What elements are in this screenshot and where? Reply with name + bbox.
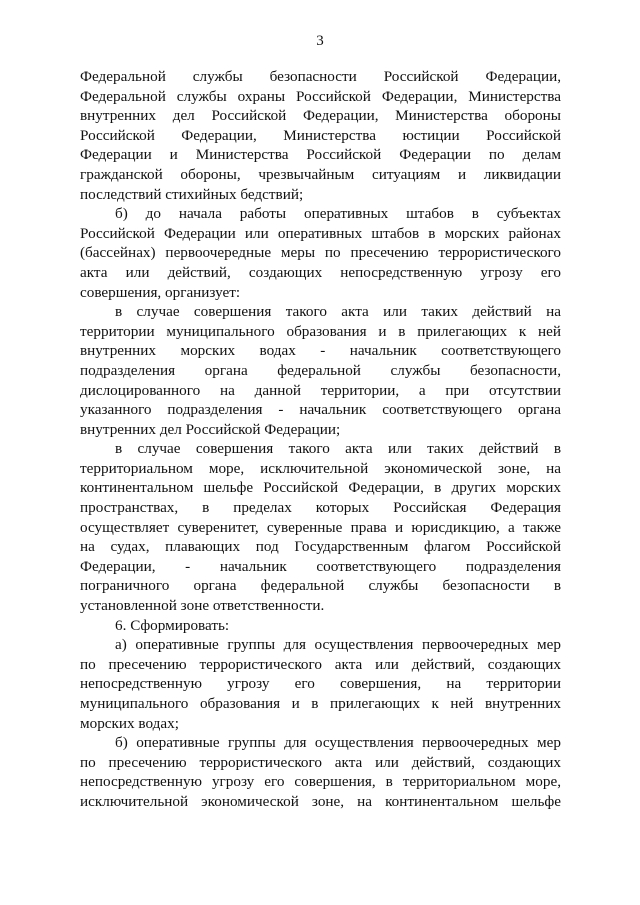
text-line: подразделения органа федеральной службы безопасности, bbox=[80, 361, 561, 379]
text-line: пограничного органа федеральной службы безопасности в bbox=[80, 577, 561, 595]
text-line: пространствах, в пределах которых Российская Федерация bbox=[80, 499, 561, 517]
text-line: в случае совершения такого акта или таких действий на bbox=[115, 303, 561, 321]
text-line: указанного подразделения - начальник соответствующего органа bbox=[80, 401, 561, 419]
text-line: внутренних дел Российской Федерации; bbox=[80, 420, 341, 438]
text-line: исключительной экономической зоне, на континентальном шельфе bbox=[80, 792, 561, 810]
text-line: территории муниципального образования и в прилегающих к ней bbox=[80, 322, 561, 340]
text-line: б) до начала работы оперативных штабов в субъектах bbox=[115, 205, 561, 223]
text-line: континентальном шельфе Российской Федерации, в других морских bbox=[80, 479, 561, 497]
text-line: гражданской обороны, чрезвычайным ситуациям и ликвидации bbox=[80, 165, 561, 183]
text-line: непосредственную угрозу его совершения, на территории bbox=[80, 675, 561, 693]
text-line: непосредственную угрозу его совершения, в территориальном море, bbox=[80, 773, 561, 791]
text-line: 6. Сформировать: bbox=[115, 616, 230, 634]
text-line: Федеральной службы охраны Российской Федерации, Министерства bbox=[80, 87, 561, 105]
text-line: Российской Федерации или оперативных штабов в морских районах bbox=[80, 224, 561, 242]
text-line: внутренних морских водах - начальник соответствующего bbox=[80, 342, 561, 360]
paragraph-territorial-sea bbox=[80, 439, 561, 615]
text-line: последствий стихийных бедствий; bbox=[80, 185, 304, 203]
text-line: осуществляет суверенитет, суверенные права и юрисдикцию, а также bbox=[80, 518, 561, 536]
paragraph-municipal-territory bbox=[80, 302, 561, 439]
text-line: (бассейнах) первоочередные меры по пресечению террористического bbox=[80, 244, 561, 262]
text-line: дислоцированного на данной территории, а при отсутствии bbox=[80, 381, 561, 399]
text-line: совершения, организует: bbox=[80, 283, 241, 301]
text-line: по пресечению террористического акта или действий, создающих bbox=[80, 655, 561, 673]
text-line: на судах, плавающих под Государственным флагом Российской bbox=[80, 538, 561, 556]
text-line: внутренних дел Российской Федерации, Министерства обороны bbox=[80, 107, 561, 125]
text-line: Федерации и Министерства Российской Федерации по делам bbox=[80, 146, 561, 164]
text-line: по пресечению террористического акта или действий, создающих bbox=[80, 753, 561, 771]
text-line: территориальном море, исключительной экономической зоне, на bbox=[80, 459, 561, 477]
text-line: Федерации, - начальник соответствующего подразделения bbox=[80, 557, 561, 575]
text-line: б) оперативные группы для осуществления первоочередных мер bbox=[115, 734, 561, 752]
paragraph-item-a-groups bbox=[80, 635, 561, 733]
text-line: установленной зоне ответственности. bbox=[80, 597, 325, 615]
document-body bbox=[80, 67, 561, 812]
text-line: а) оперативные группы для осуществления первоочередных мер bbox=[115, 636, 561, 654]
text-line: в случае совершения такого акта или таких действий в bbox=[115, 440, 561, 458]
text-line: Российской Федерации, Министерства юстиции Российской bbox=[80, 126, 561, 144]
page-number: 3 bbox=[316, 33, 324, 49]
text-line: морских водах; bbox=[80, 714, 179, 732]
paragraph-item-b-groups bbox=[80, 733, 561, 811]
paragraph-item-6 bbox=[80, 616, 561, 636]
text-line: акта или действий, создающих непосредственную угрозу его bbox=[80, 263, 561, 281]
text-line: Федеральной службы безопасности Российской Федерации, bbox=[80, 68, 561, 85]
paragraph-item-b-organizes bbox=[80, 204, 561, 302]
text-line: муниципального образования и в прилегающих к ней внутренних bbox=[80, 695, 561, 712]
paragraph-ministries-list bbox=[80, 67, 561, 204]
